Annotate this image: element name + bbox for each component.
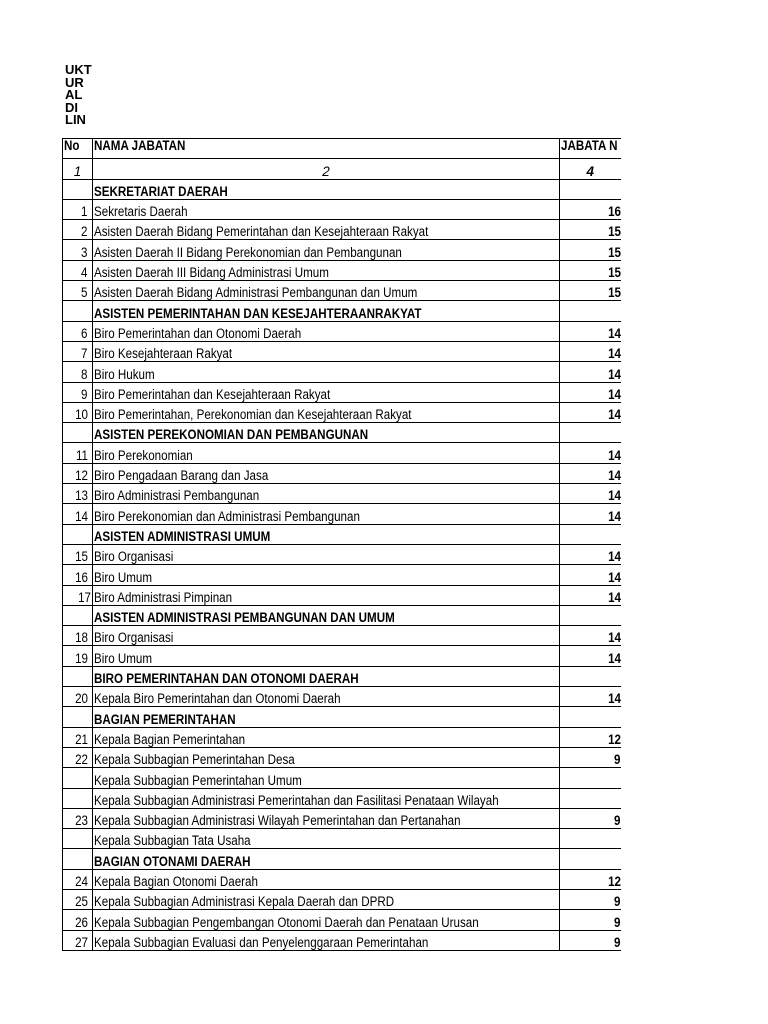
cell-name-text: Kepala Subbagian Administrasi Kepala Daerah dan DPRD: [94, 894, 395, 910]
cell-value[interactable]: [560, 626, 622, 646]
cell-value[interactable]: [560, 687, 622, 707]
cell-name-text: Biro Pengadaan Barang dan Jasa: [94, 468, 269, 484]
title-fragment-line: DI: [65, 99, 78, 115]
table-row: [63, 585, 622, 605]
cell-no-text: 6: [81, 325, 88, 341]
cell-name-text: Sekretaris Daerah: [94, 204, 188, 220]
table-row: [63, 687, 622, 707]
table-row: [63, 463, 622, 483]
cell-no[interactable]: [63, 889, 93, 909]
cell-value[interactable]: [560, 768, 622, 788]
title-fragment-line: UKT: [65, 64, 92, 77]
cell-name-text: Asisten Daerah III Bidang Administrasi Umum: [94, 265, 329, 281]
cell-name[interactable]: [93, 362, 560, 382]
cell-name[interactable]: [93, 747, 560, 767]
cell-name-text: Kepala Bagian Otonomi Daerah: [94, 873, 258, 889]
header-no[interactable]: No: [63, 139, 93, 159]
spreadsheet-area: [62, 138, 621, 951]
cell-value[interactable]: [560, 362, 622, 382]
cell-no[interactable]: [63, 544, 93, 564]
cell-no-text: 5: [81, 285, 88, 301]
section-row: [63, 301, 622, 321]
cell-value[interactable]: [560, 281, 622, 301]
cell-name[interactable]: [93, 707, 560, 727]
cell-no-text: 21: [75, 731, 88, 747]
cell-value[interactable]: [560, 829, 622, 849]
cell-name[interactable]: [93, 808, 560, 828]
cell-value[interactable]: [560, 869, 622, 889]
section-row: [63, 666, 622, 686]
cell-no[interactable]: [63, 179, 93, 199]
cell-name-text: ASISTEN PEREKONOMIAN DAN PEMBANGUNAN: [94, 427, 369, 443]
cell-name-text: Biro Organisasi: [94, 630, 174, 646]
table-row: [63, 747, 622, 767]
section-row: [63, 179, 622, 199]
cell-value-text: 14: [608, 468, 621, 484]
cell-value[interactable]: [560, 930, 622, 950]
cell-value[interactable]: [560, 808, 622, 828]
cell-value-text: 9: [614, 934, 621, 950]
section-row: [63, 524, 622, 544]
cell-name[interactable]: [93, 281, 560, 301]
cell-no-text: 16: [75, 569, 88, 585]
cell-value-text: 12: [608, 873, 621, 889]
cell-no[interactable]: [63, 199, 93, 219]
cell-value-text: 15: [608, 265, 621, 281]
cell-name[interactable]: [93, 402, 560, 422]
table-row: [63, 281, 622, 301]
cell-value[interactable]: [560, 707, 622, 727]
cell-no[interactable]: [63, 930, 93, 950]
cell-no-text: 25: [75, 894, 88, 910]
cell-name[interactable]: [93, 849, 560, 869]
table-row: [63, 199, 622, 219]
cell-no-text: 10: [75, 407, 88, 423]
cell-name-text: Kepala Subbagian Pemerintahan Desa: [94, 752, 295, 768]
cell-value-text: 14: [608, 386, 621, 402]
cell-value[interactable]: [560, 788, 622, 808]
cell-value[interactable]: [560, 260, 622, 280]
cell-name[interactable]: [93, 788, 560, 808]
cell-name-text: Biro Organisasi: [94, 549, 174, 565]
cell-value[interactable]: [560, 484, 622, 504]
table-row: [63, 443, 622, 463]
cell-no-text: 11: [75, 447, 88, 463]
cell-value-text: 9: [614, 752, 621, 768]
cell-name[interactable]: [93, 585, 560, 605]
cell-name[interactable]: [93, 544, 560, 564]
cell-value[interactable]: [560, 402, 622, 422]
cell-name[interactable]: [93, 910, 560, 930]
cell-name[interactable]: [93, 301, 560, 321]
cell-name[interactable]: [93, 524, 560, 544]
cell-name[interactable]: [93, 179, 560, 199]
cell-value-text: 14: [608, 630, 621, 646]
cell-value[interactable]: [560, 443, 622, 463]
cell-no[interactable]: [63, 423, 93, 443]
index-cell-no[interactable]: 1: [63, 159, 93, 179]
cell-value[interactable]: [560, 889, 622, 909]
cell-no-text: 18: [75, 630, 88, 646]
cell-name[interactable]: [93, 260, 560, 280]
cell-value-text: 15: [608, 285, 621, 301]
table-row: [63, 869, 622, 889]
table-row: [63, 565, 622, 585]
cell-no[interactable]: [63, 524, 93, 544]
table-row: [63, 260, 622, 280]
table-row: [63, 321, 622, 341]
cell-no[interactable]: [63, 484, 93, 504]
cell-value-text: 14: [608, 569, 621, 585]
cell-value[interactable]: [560, 565, 622, 585]
cell-name[interactable]: [93, 646, 560, 666]
table-row: [63, 808, 622, 828]
cell-no-text: 27: [75, 934, 88, 950]
cell-value[interactable]: [560, 849, 622, 869]
cell-value[interactable]: [560, 199, 622, 219]
cell-name[interactable]: [93, 504, 560, 524]
table-row: [63, 727, 622, 747]
cell-value-text: 14: [608, 346, 621, 362]
cell-name[interactable]: [93, 829, 560, 849]
cell-no-text: 14: [75, 508, 88, 524]
cell-name-text: Kepala Subbagian Administrasi Pemerintahan dan Fasilitasi Penataan Wilayah: [94, 792, 499, 808]
table-row: [63, 910, 622, 930]
cell-value[interactable]: [560, 240, 622, 260]
cell-no-text: 15: [75, 549, 88, 565]
cell-name-text: Biro Hukum: [94, 366, 155, 382]
cell-no[interactable]: [63, 281, 93, 301]
cell-value[interactable]: [560, 727, 622, 747]
section-row: [63, 707, 622, 727]
cell-name[interactable]: [93, 341, 560, 361]
cell-no[interactable]: [63, 260, 93, 280]
cell-value-text: 12: [608, 731, 621, 747]
cell-no[interactable]: [63, 727, 93, 747]
cell-value[interactable]: [560, 544, 622, 564]
cell-no-text: 12: [75, 468, 88, 484]
table-row: [63, 402, 622, 422]
cell-no[interactable]: [63, 463, 93, 483]
cell-no[interactable]: [63, 504, 93, 524]
cell-no[interactable]: [63, 646, 93, 666]
cell-name[interactable]: [93, 889, 560, 909]
cell-name-text: Biro Perekonomian: [94, 447, 193, 463]
cell-no[interactable]: [63, 707, 93, 727]
cell-name-text: Kepala Subbagian Evaluasi dan Penyelenggaraan Pemerintahan: [94, 934, 429, 950]
cell-no[interactable]: [63, 747, 93, 767]
cell-name-text: Biro Kesejahteraan Rakyat: [94, 346, 233, 362]
cell-name-text: Kepala Subbagian Pengembangan Otonomi Daerah dan Penataan Urusan: [94, 914, 479, 930]
cell-no[interactable]: [63, 565, 93, 585]
cell-name[interactable]: [93, 382, 560, 402]
table-body: [63, 139, 622, 951]
cell-name-text: Kepala Subbagian Administrasi Wilayah Pemerintahan dan Pertanahan: [94, 813, 461, 829]
cell-name-text: Asisten Daerah Bidang Pemerintahan dan Kesejahteraan Rakyat: [94, 224, 429, 240]
index-cell-name[interactable]: 2: [93, 159, 560, 179]
cell-value-text: 14: [608, 589, 621, 605]
cell-no-text: 8: [81, 366, 88, 382]
cell-no[interactable]: [63, 849, 93, 869]
jabatan-table: [62, 138, 621, 951]
cell-value-text: 14: [608, 488, 621, 504]
index-cell-value[interactable]: 4: [560, 159, 622, 179]
cell-no-text: 7: [81, 346, 88, 362]
cell-name-text: ASISTEN ADMINISTRASI PEMBANGUNAN DAN UMUM: [94, 610, 395, 626]
cell-value[interactable]: [560, 341, 622, 361]
cell-no[interactable]: [63, 626, 93, 646]
cell-name-text: Biro Administrasi Pimpinan: [94, 589, 233, 605]
cell-name[interactable]: [93, 666, 560, 686]
cell-value[interactable]: [560, 524, 622, 544]
table-row: [63, 240, 622, 260]
cell-value-text: 14: [608, 549, 621, 565]
table-row: [63, 930, 622, 950]
cell-value-text: 9: [614, 914, 621, 930]
cell-name-text: SEKRETARIAT DAERAH: [94, 183, 228, 199]
cell-value-text: 14: [608, 650, 621, 666]
cell-value-text: 9: [614, 894, 621, 910]
cell-name[interactable]: [93, 423, 560, 443]
cell-no-text: 9: [81, 386, 88, 402]
cell-no[interactable]: [63, 362, 93, 382]
cell-name[interactable]: [93, 199, 560, 219]
cell-no-text: 2: [81, 224, 88, 240]
cell-name-text: Kepala Biro Pemerintahan dan Otonomi Daerah: [94, 691, 341, 707]
cell-value[interactable]: [560, 220, 622, 240]
cell-name[interactable]: [93, 605, 560, 625]
table-row: [63, 504, 622, 524]
cell-value[interactable]: [560, 504, 622, 524]
title-fragment-line: LIN: [65, 112, 86, 127]
cell-no[interactable]: [63, 220, 93, 240]
cell-value-text: 15: [608, 224, 621, 240]
cell-no[interactable]: [63, 666, 93, 686]
cell-name-text: BAGIAN PEMERINTAHAN: [94, 711, 236, 727]
cell-no[interactable]: [63, 687, 93, 707]
cell-value-text: 16: [608, 204, 621, 220]
cell-value[interactable]: [560, 463, 622, 483]
cell-no[interactable]: [63, 301, 93, 321]
cell-value[interactable]: [560, 585, 622, 605]
cell-value-text: 14: [608, 366, 621, 382]
section-row: [63, 423, 622, 443]
cell-no-text: 1: [81, 204, 88, 220]
cell-value[interactable]: [560, 382, 622, 402]
title-fragment-line: UR: [65, 74, 84, 90]
title-fragment-line: AL: [65, 87, 83, 102]
cell-no[interactable]: [63, 605, 93, 625]
cell-name-text: Kepala Bagian Pemerintahan: [94, 731, 246, 747]
cell-name[interactable]: [93, 727, 560, 747]
cell-value[interactable]: [560, 301, 622, 321]
cell-no-text: 13: [75, 488, 88, 504]
cell-name-text: Biro Perekonomian dan Administrasi Pembangunan: [94, 508, 360, 524]
cell-no-text: 20: [75, 691, 88, 707]
cell-value[interactable]: [560, 605, 622, 625]
header-row: [63, 139, 622, 159]
cell-no[interactable]: [63, 910, 93, 930]
cell-name[interactable]: [93, 321, 560, 341]
cell-value[interactable]: [560, 910, 622, 930]
index-row: [63, 159, 622, 179]
cell-no[interactable]: [63, 240, 93, 260]
table-row: [63, 362, 622, 382]
cell-no[interactable]: [63, 788, 93, 808]
table-row: [63, 788, 622, 808]
header-nama-jabatan[interactable]: NAMA JABATAN: [93, 139, 560, 159]
cell-name-text: BAGIAN OTONAMI DAERAH: [94, 853, 251, 869]
title-fragment: [65, 64, 93, 127]
cell-no-text: 3: [81, 244, 88, 260]
cell-name[interactable]: [93, 768, 560, 788]
cell-name-text: Asisten Daerah II Bidang Perekonomian dan Pembangunan: [94, 244, 402, 260]
table-row: [63, 768, 622, 788]
cell-value[interactable]: [560, 666, 622, 686]
cell-no[interactable]: [63, 321, 93, 341]
section-row: [63, 849, 622, 869]
cell-name-text: ASISTEN ADMINISTRASI UMUM: [94, 528, 271, 544]
cell-name-text: Kepala Subbagian Pemerintahan Umum: [94, 772, 302, 788]
cell-name[interactable]: [93, 463, 560, 483]
cell-no-text: 24: [75, 873, 88, 889]
cell-value[interactable]: [560, 747, 622, 767]
cell-name[interactable]: [93, 240, 560, 260]
cell-name-text: Biro Umum: [94, 650, 153, 666]
cell-name-text: Biro Pemerintahan dan Kesejahteraan Rakyat: [94, 386, 331, 402]
table-row: [63, 889, 622, 909]
cell-no-text: 22: [75, 752, 88, 768]
cell-name[interactable]: [93, 484, 560, 504]
cell-name-text: BIRO PEMERINTAHAN DAN OTONOMI DAERAH: [94, 671, 359, 687]
table-row: [63, 484, 622, 504]
cell-name-text: ASISTEN PEMERINTAHAN DAN KESEJAHTERAANRAKYAT: [94, 305, 422, 321]
cell-value-text: 14: [608, 447, 621, 463]
cell-no-text: 19: [75, 650, 88, 666]
header-jabatan[interactable]: JABATA N: [560, 139, 622, 159]
cell-no[interactable]: [63, 869, 93, 889]
cell-no[interactable]: [63, 829, 93, 849]
cell-no[interactable]: [63, 341, 93, 361]
cell-name-text: Biro Umum: [94, 569, 153, 585]
cell-value[interactable]: [560, 321, 622, 341]
cell-no-text: 17: [78, 589, 91, 605]
cell-name-text: Biro Pemerintahan, Perekonomian dan Kesejahteraan Rakyat: [94, 407, 412, 423]
table-row: [63, 382, 622, 402]
cell-name[interactable]: [93, 869, 560, 889]
cell-value-text: 14: [608, 508, 621, 524]
cell-value-text: 14: [608, 407, 621, 423]
table-row: [63, 544, 622, 564]
cell-no[interactable]: [63, 768, 93, 788]
cell-value[interactable]: [560, 179, 622, 199]
cell-no[interactable]: [63, 402, 93, 422]
table-row: [63, 220, 622, 240]
cell-name-text: Biro Pemerintahan dan Otonomi Daerah: [94, 325, 302, 341]
table-row: [63, 646, 622, 666]
cell-name[interactable]: [93, 626, 560, 646]
cell-name-text: Biro Administrasi Pembangunan: [94, 488, 260, 504]
cell-value-text: 15: [608, 244, 621, 260]
cell-no-text: 26: [75, 914, 88, 930]
cell-name-text: Kepala Subbagian Tata Usaha: [94, 833, 251, 849]
cell-name[interactable]: [93, 565, 560, 585]
cell-value[interactable]: [560, 423, 622, 443]
cell-no[interactable]: [63, 585, 93, 605]
cell-no-text: 23: [75, 813, 88, 829]
table-row: [63, 829, 622, 849]
cell-value-text: 9: [614, 813, 621, 829]
cell-name[interactable]: [93, 220, 560, 240]
cell-name[interactable]: [93, 443, 560, 463]
table-row: [63, 341, 622, 361]
cell-name[interactable]: [93, 930, 560, 950]
cell-no[interactable]: [63, 808, 93, 828]
cell-value-text: 14: [608, 691, 621, 707]
cell-value[interactable]: [560, 646, 622, 666]
cell-no[interactable]: [63, 443, 93, 463]
cell-name-text: Asisten Daerah Bidang Administrasi Pembangunan dan Umum: [94, 285, 418, 301]
cell-value-text: 14: [608, 325, 621, 341]
table-row: [63, 626, 622, 646]
section-row: [63, 605, 622, 625]
cell-no[interactable]: [63, 382, 93, 402]
cell-no-text: 4: [81, 265, 88, 281]
cell-name[interactable]: [93, 687, 560, 707]
